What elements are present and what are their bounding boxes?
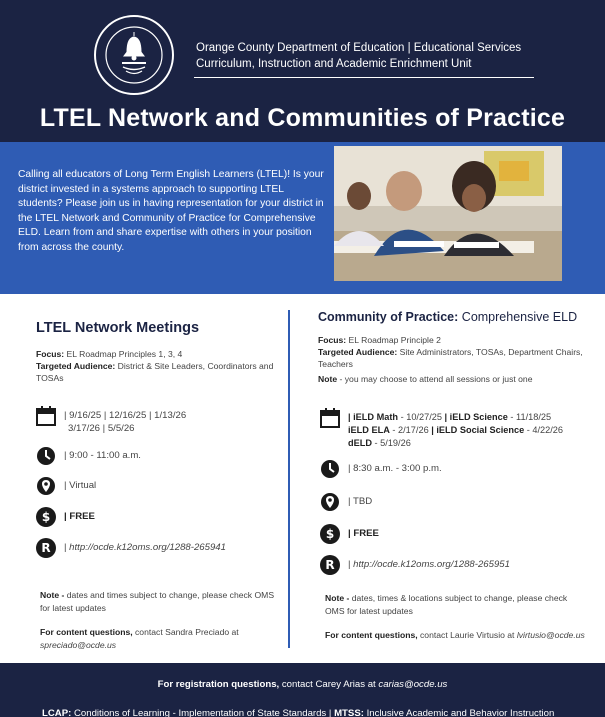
registration-text: contact Carey Arias at	[279, 679, 379, 690]
ocde-seal-logo	[93, 14, 175, 96]
session-science-date: - 11/18/25	[507, 412, 552, 422]
org-line-2: Curriculum, Instruction and Academic Enrichment Unit	[196, 58, 472, 70]
ltel-register-row	[36, 538, 226, 558]
focus-value: EL Roadmap Principles 1, 3, 4	[64, 349, 183, 359]
session-deld-date: - 5/19/26	[372, 438, 411, 448]
cop-location-row	[320, 492, 372, 512]
cop-location: | TBD	[348, 496, 373, 507]
ltel-register-prefix: |	[64, 542, 70, 553]
contact-email[interactable]: lvirtusio@ocde.us	[516, 630, 585, 640]
lcap-text: Conditions of Learning - Implementation of State Standards |	[71, 708, 335, 717]
registration-label: For registration questions,	[157, 679, 280, 690]
note-label: Note	[318, 374, 338, 384]
dollar-icon: $	[36, 507, 56, 527]
focus-label: Focus:	[36, 349, 65, 359]
ltel-network-meetings-column	[36, 320, 276, 384]
note-text: - you may choose to attend all sessions or just one	[337, 374, 533, 384]
contact-email[interactable]: spreciado@ocde.us	[40, 639, 117, 650]
contact-text: contact Sandra Preciado at	[132, 627, 239, 637]
ltel-cost: | FREE	[64, 511, 95, 522]
ltel-location-row	[36, 476, 96, 496]
registration-contact	[0, 679, 605, 690]
cop-meta	[318, 334, 588, 385]
ltel-meetings-meta	[36, 348, 276, 384]
session-math-label: | iELD Math	[348, 412, 399, 422]
ltel-cost-row	[36, 507, 95, 527]
ltel-register-link[interactable]: http://ocde.k12oms.org/1288-265941	[69, 542, 226, 553]
ltel-time: | 9:00 - 11:00 a.m.	[64, 450, 141, 461]
cop-time: | 8:30 a.m. - 3:00 p.m.	[348, 463, 442, 474]
audience-label: Targeted Audience:	[318, 347, 398, 357]
calendar-icon	[36, 406, 56, 426]
contact-text: contact Laurie Virtusio at	[417, 630, 517, 640]
lcap-label: LCAP:	[42, 708, 72, 717]
note-label: Note -	[325, 593, 350, 603]
organization-name	[196, 40, 521, 72]
ltel-contact	[40, 626, 280, 651]
cop-register-row	[320, 555, 510, 575]
cop-register-link[interactable]: http://ocde.k12oms.org/1288-265951	[353, 559, 510, 570]
community-of-practice-column	[318, 310, 588, 385]
footer	[0, 663, 605, 717]
lcap-mtss-line	[42, 708, 605, 717]
intro-text: Calling all educators of Long Term English Learners (LTEL)! Is your district invested in a systems approach to supporting LTEL students? Please join us in having representation for your district in the LTEL Network and Community of Practice for Comprehensive ELD. Learn from and share expertise with others in your position from across the county.	[18, 169, 324, 253]
session-social-science-label: | iELD Social Science	[431, 425, 525, 435]
clock-icon	[36, 446, 56, 466]
header-banner	[0, 0, 605, 142]
focus-label: Focus:	[318, 335, 347, 345]
cop-time-row	[320, 459, 442, 479]
cop-dates-row	[320, 408, 563, 450]
cop-heading	[318, 310, 588, 324]
contact-label: For content questions,	[40, 627, 133, 637]
cop-register-prefix: |	[348, 559, 354, 570]
ltel-location: | Virtual	[64, 480, 97, 491]
classroom-photo	[334, 146, 562, 281]
note-label: Note -	[40, 590, 65, 600]
audience-value: Site Administrators, TOSAs, Department Chairs, Teachers	[318, 347, 583, 369]
audience-value: District & Site Leaders, Coordinators and TOSAs	[36, 361, 274, 383]
note-text: dates, times & locations subject to change, please check OMS for latest updates	[325, 593, 568, 616]
registration-email[interactable]: carias@ocde.us	[378, 679, 448, 690]
session-science-label: | iELD Science	[444, 412, 508, 422]
focus-value: EL Roadmap Principle 2	[346, 335, 441, 345]
page-title: LTEL Network and Communities of Practice	[39, 104, 566, 132]
header-rule	[194, 77, 534, 78]
cop-cost-row	[320, 524, 379, 544]
note-text: dates and times subject to change, please check OMS for latest updates	[40, 590, 275, 613]
cop-contact	[325, 629, 585, 642]
mtss-text: Inclusive Academic and Behavior Instruction	[363, 708, 555, 717]
session-deld-label: dELD	[348, 438, 372, 448]
registration-r-icon: R	[36, 538, 56, 558]
ltel-dates-line-2: 3/17/26 | 5/5/26	[68, 423, 135, 434]
location-pin-icon	[36, 476, 56, 496]
clock-icon	[320, 459, 340, 479]
ltel-meetings-heading: LTEL Network Meetings	[36, 320, 200, 336]
mtss-label: MTSS:	[334, 708, 364, 717]
session-math-date: - 10/27/25	[398, 412, 445, 422]
ltel-dates-row	[36, 406, 186, 435]
session-ela-date: - 2/17/26	[389, 425, 432, 435]
dollar-icon: $	[320, 524, 340, 544]
column-divider	[288, 310, 290, 648]
calendar-icon	[320, 408, 340, 428]
ltel-note	[40, 589, 280, 614]
session-social-science-date: - 4/22/26	[524, 425, 564, 435]
location-pin-icon	[320, 492, 340, 512]
contact-label: For content questions,	[325, 630, 418, 640]
cop-note	[325, 592, 585, 617]
session-ela-label: iELD ELA	[348, 425, 390, 435]
ltel-time-row	[36, 446, 141, 466]
cop-cost: | FREE	[348, 528, 379, 539]
audience-label: Targeted Audience:	[36, 361, 116, 371]
org-line-1: Orange County Department of Education | Educational Services	[196, 42, 522, 54]
ltel-dates-line-1: | 9/16/25 | 12/16/25 | 1/13/26	[64, 410, 187, 421]
registration-r-icon: R	[320, 555, 340, 575]
cop-heading-rest: Comprehensive ELD	[458, 310, 578, 324]
cop-heading-bold: Community of Practice:	[318, 310, 459, 324]
